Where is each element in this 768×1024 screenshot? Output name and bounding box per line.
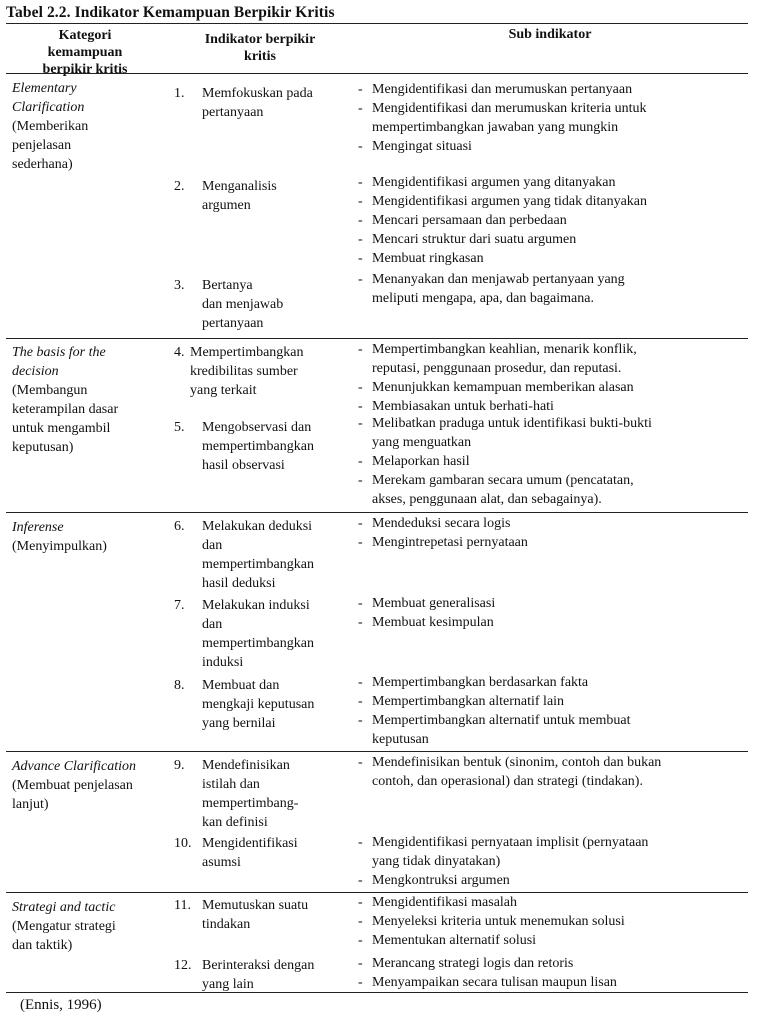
indicator-text: Mempertimbangkan: [190, 345, 304, 360]
sub-indicator-item: [358, 753, 750, 791]
indicator-text: mempertimbangkan: [202, 439, 314, 454]
table-source: (Ennis, 1996): [20, 997, 102, 1013]
sub-indicator-text: Mementukan alternatif solusi: [372, 933, 537, 948]
header-category-line: kemampuan: [47, 45, 123, 60]
table-bottom-rule: [6, 992, 748, 993]
indicator-text: induksi: [202, 655, 244, 670]
sub-indicator-text: Mengkontruksi argumen: [372, 873, 510, 888]
indicator-number: 11.: [174, 898, 191, 913]
sub-indicator-text: Menunjukkan kemampuan memberikan alasan: [372, 380, 634, 395]
sub-indicator-item: [358, 471, 750, 509]
indicator-text: Membuat dan: [202, 678, 280, 693]
sub-indicator-text: - Mempertimbangkan alternatif untuk membuat: [372, 713, 631, 728]
indicator-text: Memutuskan suatu: [202, 898, 309, 913]
sub-indicator-item: [358, 414, 750, 452]
indicator-number: 6.: [174, 519, 185, 534]
indicator-text: dan: [202, 538, 223, 553]
indicator-text: kredibilitas sumber: [190, 364, 298, 379]
header-indicator-line: Indikator berpikir: [204, 32, 316, 47]
sub-indicators-2: [358, 173, 750, 268]
sub-indicator-text: Membuat generalisasi: [372, 596, 496, 611]
sub-indicators-11: [358, 893, 750, 950]
sub-indicator-text: Mencari struktur dari suatu argumen: [372, 232, 577, 247]
header-category: [20, 27, 150, 78]
sub-indicators-4: [358, 340, 750, 416]
indicator-number: 7.: [174, 598, 185, 613]
sub-indicator-text: Membuat ringkasan: [372, 251, 484, 266]
indicator-text: Memfokuskan pada: [202, 86, 313, 101]
sub-indicators-8: [358, 673, 750, 749]
indicator-text: dan: [202, 617, 223, 632]
indicator-number: 9.: [174, 758, 185, 773]
indicator-text: yang bernilai: [202, 716, 276, 731]
sub-indicator-item: [358, 80, 750, 99]
category-name-id: dan taktik): [12, 938, 73, 953]
sub-indicator-text: Mengidentifikasi masalah: [372, 895, 518, 910]
header-sub-indicator: Sub indikator: [508, 27, 592, 42]
category-name-id: (Membuat penjelasan: [12, 778, 133, 793]
category-name-id: penjelasan: [12, 138, 72, 153]
indicator-text: hasil observasi: [202, 458, 285, 473]
sub-indicator-item: [358, 378, 750, 397]
sub-indicator-text: keputusan: [372, 732, 429, 747]
header-indicator-line: kritis: [244, 49, 276, 64]
indicator-text: tindakan: [202, 917, 251, 932]
category-name-en: The basis for the: [12, 345, 106, 360]
sub-indicator-item: [358, 871, 750, 890]
indicator-number: 5.: [174, 420, 185, 435]
indicator-number: 3.: [174, 278, 185, 293]
indicator-text: istilah dan: [202, 777, 260, 792]
sub-indicator-text: mempertimbangkan jawaban yang mungkin: [372, 120, 619, 135]
sub-indicator-text: akses, penggunaan alat, dan sebagainya).: [372, 492, 602, 507]
category-name-id: sederhana): [12, 157, 73, 172]
sub-indicator-item: [358, 230, 750, 249]
sub-indicator-item: [358, 931, 750, 950]
indicator-text: Mengobservasi dan: [202, 420, 312, 435]
indicator-text: Melakukan induksi: [202, 598, 310, 613]
sub-indicator-text: Mencari persamaan dan perbedaan: [372, 213, 567, 228]
indicator-text: hasil deduksi: [202, 576, 276, 591]
sub-indicator-item: [358, 692, 750, 711]
indicator-number: 8.: [174, 678, 185, 693]
sub-indicators-7: [358, 594, 750, 632]
category-name-en: Inferense: [12, 520, 64, 535]
sub-indicator-text: - Melibatkan praduga untuk identifikasi bukti-bukti: [372, 416, 652, 431]
sub-indicator-item: [358, 270, 750, 308]
sub-indicator-item: [358, 173, 750, 192]
indicator-text: yang terkait: [190, 383, 257, 398]
sub-indicator-item: [358, 211, 750, 230]
indicator-text: mempertimbangkan: [202, 636, 314, 651]
sub-indicator-text: Menyampaikan secara tulisan maupun lisan: [372, 975, 617, 990]
sub-indicator-item: [358, 340, 750, 378]
indicator-text: mempertimbang-: [202, 796, 299, 811]
sub-indicator-item: [358, 954, 750, 973]
sub-indicator-item: [358, 594, 750, 613]
sub-indicator-item: [358, 249, 750, 268]
sub-indicator-text: Menyeleksi kriteria untuk menemukan solusi: [372, 914, 625, 929]
sub-indicator-text: meliputi mengapa, apa, dan bagaimana.: [372, 291, 594, 306]
indicator-text: mempertimbangkan: [202, 557, 314, 572]
indicator-text: Menganalisis: [202, 179, 277, 194]
category-inferense: [12, 518, 172, 556]
sub-indicator-item: [358, 973, 750, 992]
sub-indicators-6: [358, 514, 750, 552]
sub-indicator-text: Mengingat situasi: [372, 139, 472, 154]
sub-indicator-text: yang menguatkan: [372, 435, 472, 450]
group-divider: [6, 338, 748, 339]
indicator-number: 1.: [174, 86, 185, 101]
table-top-rule: [6, 23, 748, 24]
sub-indicator-text: - Merekam gambaran secara umum (pencatatan,: [372, 473, 634, 488]
sub-indicator-text: yang tidak dinyatakan): [372, 854, 501, 869]
sub-indicator-text: Mengidentifikasi argumen yang ditanyakan: [372, 175, 616, 190]
sub-indicator-text: Mengidentifikasi argumen yang tidak ditanyakan: [372, 194, 648, 209]
indicator-text: yang lain: [202, 977, 254, 992]
category-name-id: (Mengatur strategi: [12, 919, 116, 934]
indicator-text: pertanyaan: [202, 105, 264, 120]
header-indicator: [180, 31, 340, 65]
sub-indicator-text: Mengintrepetasi pernyataan: [372, 535, 528, 550]
indicator-text: Berinteraksi dengan: [202, 958, 315, 973]
sub-indicator-text: contoh, dan operasional) dan strategi (tindakan).: [372, 774, 643, 789]
indicator-text: argumen: [202, 198, 251, 213]
category-name-id: (Membangun: [12, 383, 88, 398]
indicator-number: 12.: [174, 958, 192, 973]
category-name-id: untuk mengambil: [12, 421, 111, 436]
sub-indicator-item: [358, 514, 750, 533]
category-name-id: (Memberikan: [12, 119, 89, 134]
category-name-en: Strategi and tactic: [12, 900, 116, 915]
indicator-text: pertanyaan: [202, 316, 264, 331]
indicator-text: asumsi: [202, 855, 241, 870]
table-title: Tabel 2.2. Indikator Kemampuan Berpikir Kritis: [6, 4, 335, 21]
sub-indicator-text: Membuat kesimpulan: [372, 615, 494, 630]
indicator-text: dan menjawab: [202, 297, 284, 312]
indicator-text: Mengidentifikasi: [202, 836, 298, 851]
indicator-number: 10.: [174, 836, 192, 851]
sub-indicator-item: [358, 711, 750, 749]
sub-indicator-item: [358, 893, 750, 912]
category-name-en: Advance Clarification: [12, 759, 137, 774]
sub-indicator-item: [358, 533, 750, 552]
sub-indicators-12: [358, 954, 750, 992]
sub-indicator-text: - Mempertimbangkan keahlian, menarik konflik,: [372, 342, 637, 357]
category-name-id: keputusan): [12, 440, 74, 455]
category-strategi-and-tactic: [12, 898, 172, 955]
sub-indicators-10: [358, 833, 750, 890]
sub-indicator-text: Mendeduksi secara logis: [372, 516, 511, 531]
sub-indicators-3: [358, 270, 750, 308]
sub-indicator-item: [358, 613, 750, 632]
sub-indicator-item: [358, 833, 750, 871]
indicator-text: Bertanya: [202, 278, 253, 293]
sub-indicator-item: [358, 192, 750, 211]
sub-indicator-item: [358, 673, 750, 692]
sub-indicator-text: - Mengidentifikasi dan merumuskan kriteria untuk: [372, 101, 647, 116]
sub-indicator-item: [358, 99, 750, 137]
sub-indicators-1: [358, 80, 750, 156]
indicator-number: 2.: [174, 179, 185, 194]
sub-indicators-5: [358, 414, 750, 509]
header-rule: [6, 73, 748, 74]
header-category-line: berpikir kritis: [42, 62, 128, 77]
sub-indicator-text: - Mendefinisikan bentuk (sinonim, contoh dan bukan: [372, 755, 662, 770]
group-divider: [6, 512, 748, 513]
category-name-en: Clarification: [12, 100, 85, 115]
category-basis-for-decision: [12, 343, 172, 457]
header-category-line: Kategori: [58, 28, 112, 43]
indicator-text: mengkaji keputusan: [202, 697, 315, 712]
category-elementary-clarification: [12, 79, 172, 174]
sub-indicator-text: reputasi, penggunaan prosedur, dan reputasi.: [372, 361, 622, 376]
sub-indicator-item: [358, 137, 750, 156]
sub-indicator-item: [358, 912, 750, 931]
category-name-en: decision: [12, 364, 59, 379]
sub-indicator-text: Merancang strategi logis dan retoris: [372, 956, 574, 971]
sub-indicator-text: Mempertimbangkan alternatif lain: [372, 694, 565, 709]
sub-indicators-9: [358, 753, 750, 791]
indicator-text: kan definisi: [202, 815, 268, 830]
indicator-text: Melakukan deduksi: [202, 519, 313, 534]
sub-indicator-text: - Mengidentifikasi pernyataan implisit (pernyataan: [372, 835, 649, 850]
indicator-text: Mendefinisikan: [202, 758, 290, 773]
indicator-number: 4.: [174, 345, 185, 360]
category-name-id: lanjut): [12, 797, 49, 812]
category-name-id: keterampilan dasar: [12, 402, 119, 417]
sub-indicator-text: - Menanyakan dan menjawab pertanyaan yang: [372, 272, 625, 287]
sub-indicator-text: Mengidentifikasi dan merumuskan pertanyaan: [372, 82, 633, 97]
sub-indicator-text: Membiasakan untuk berhati-hati: [372, 399, 554, 414]
category-name-en: Elementary: [12, 81, 77, 96]
sub-indicator-text: Mempertimbangkan berdasarkan fakta: [372, 675, 589, 690]
category-advance-clarification: [12, 757, 172, 814]
group-divider: [6, 751, 748, 752]
sub-indicator-text: Melaporkan hasil: [372, 454, 470, 469]
sub-indicator-item: [358, 452, 750, 471]
category-name-id: (Menyimpulkan): [12, 539, 107, 554]
